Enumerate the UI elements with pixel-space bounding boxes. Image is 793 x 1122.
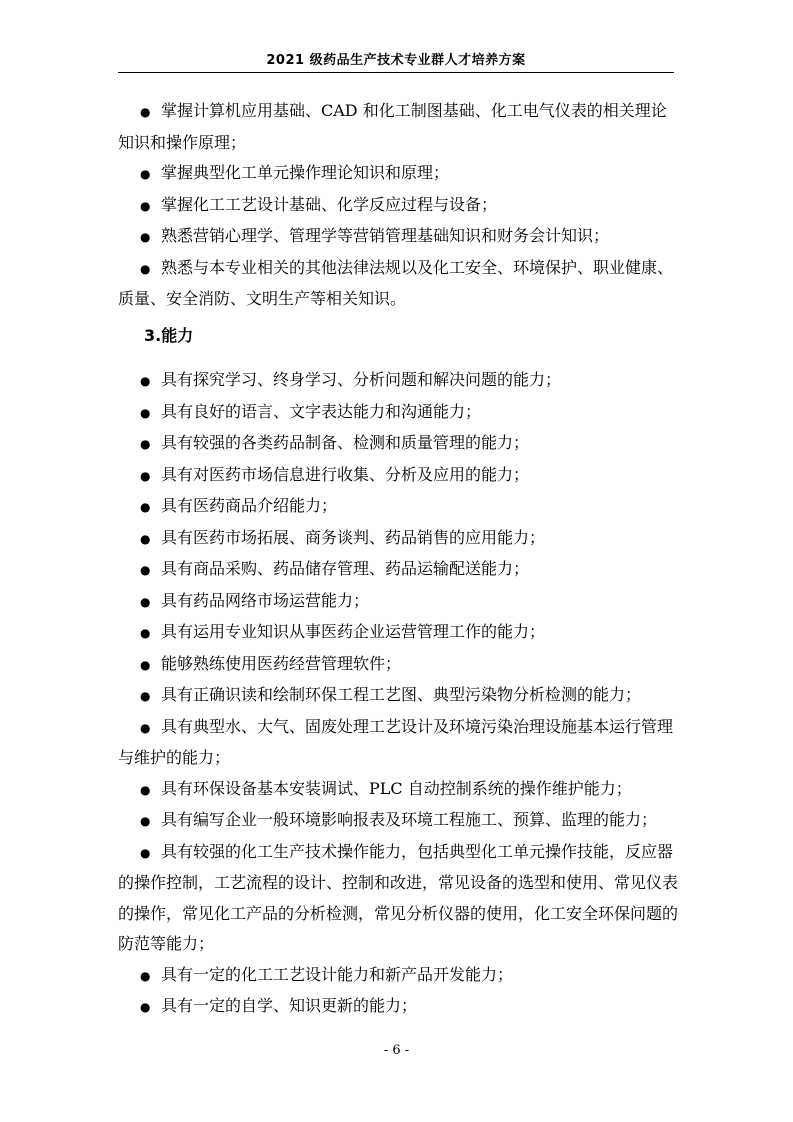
list-item — [118, 960, 678, 992]
page-header-title: 2021 级药品生产技术专业群人才培养方案 — [266, 53, 526, 68]
list-item-text: 具有较强的化工生产技术操作能力，包括典型化工单元操作技能，反应器的操作控制，工艺流程的设计、控制和改进，常见设备的选型和使用、常见仪表的操作，常见化工产品的分析检测，常见分析仪器的使用，化工安全环保问题的防范等能力； — [118, 841, 679, 953]
list-item — [118, 365, 678, 397]
bullet-icon: ● — [140, 626, 151, 640]
list-item-text: 具有环保设备基本安装调试、PLC 自动控制系统的操作维护能力； — [161, 778, 632, 798]
page-number: - 6 - — [383, 1043, 410, 1058]
list-item-text: 能够熟练使用医药经营管理软件； — [161, 653, 402, 673]
list-item — [118, 190, 678, 222]
list-item-text: 具有对医药市场信息进行收集、分析及应用的能力； — [161, 464, 530, 484]
bullet-icon: ● — [140, 261, 151, 276]
list-item — [118, 680, 678, 712]
header-rule — [118, 72, 674, 73]
bullet-icon: ● — [140, 405, 151, 420]
bullet-icon: ● — [140, 845, 151, 860]
list-item-text: 具有正确识读和绘制环保工程工艺图、典型污染物分析检测的能力； — [161, 685, 642, 704]
list-item — [118, 397, 678, 429]
list-item-text: 具有一定的自学、知识更新的能力； — [161, 996, 418, 1015]
list-item — [118, 491, 678, 523]
bullet-icon: ● — [140, 814, 151, 828]
knowledge-list — [118, 96, 678, 315]
list-item-text: 具有医药商品介绍能力； — [161, 496, 338, 515]
list-item — [118, 96, 678, 158]
list-item — [118, 617, 678, 649]
bullet-icon: ● — [140, 105, 151, 119]
list-item-text: 具有编写企业一般环境影响报表及环境工程施工、预算、监理的能力； — [161, 810, 658, 829]
bullet-icon: ● — [140, 500, 151, 514]
list-item-text: 具有药品网络市场运营能力； — [161, 590, 370, 610]
bullet-icon: ● — [140, 689, 151, 703]
list-item — [118, 991, 678, 1023]
bullet-icon: ● — [140, 167, 151, 181]
bullet-icon: ● — [140, 782, 151, 797]
list-item-text: 具有探究学习、终身学习、分析问题和解决问题的能力； — [161, 370, 562, 389]
list-item — [118, 221, 678, 253]
list-item — [118, 649, 678, 681]
list-item-text: 具有良好的语言、文字表达能力和沟通能力； — [161, 401, 482, 421]
ability-list — [118, 365, 678, 1023]
list-item-text: 熟悉与本专业相关的其他法律法规以及化工安全、环境保护、职业健康、质量、安全消防、文明生产等相关知识。 — [118, 257, 674, 308]
list-item — [118, 428, 678, 460]
list-item — [118, 554, 678, 586]
list-item-text: 具有医药市场拓展、商务谈判、药品销售的应用能力； — [161, 527, 546, 547]
list-item — [118, 712, 678, 774]
bullet-icon: ● — [140, 594, 151, 609]
list-item-text: 具有一定的化工工艺设计能力和新产品开发能力； — [161, 964, 514, 984]
bullet-icon: ● — [140, 198, 151, 213]
list-item — [118, 586, 678, 618]
bullet-icon: ● — [140, 968, 151, 983]
list-item-text: 具有运用专业知识从事医药企业运营管理工作的能力； — [161, 622, 546, 641]
list-item — [118, 460, 678, 492]
list-item-text: 掌握计算机应用基础、CAD 和化工制图基础、化工电气仪表的相关理论知识和操作原理； — [118, 101, 667, 152]
list-item-text: 具有商品采购、药品储存管理、药品运输配送能力； — [161, 559, 530, 578]
list-item — [118, 774, 678, 806]
bullet-icon: ● — [140, 563, 151, 577]
bullet-icon: ● — [140, 657, 151, 672]
bullet-icon: ● — [140, 531, 151, 546]
list-item — [118, 253, 678, 315]
list-item-text: 掌握典型化工单元操作理论知识和原理； — [161, 163, 450, 182]
document-body — [118, 96, 678, 1023]
list-item-text: 掌握化工工艺设计基础、化学反应过程与设备； — [161, 194, 498, 214]
list-item — [118, 523, 678, 555]
list-item — [118, 837, 678, 960]
bullet-icon: ● — [140, 230, 151, 244]
list-item — [118, 158, 678, 190]
list-item-text: 具有典型水、大气、固废处理工艺设计及环境污染治理设施基本运行管理与维护的能力； — [118, 716, 674, 767]
bullet-icon: ● — [140, 720, 151, 735]
list-item — [118, 805, 678, 837]
bullet-icon: ● — [140, 468, 151, 483]
bullet-icon: ● — [140, 1000, 151, 1014]
list-item-text: 具有较强的各类药品制备、检测和质量管理的能力； — [161, 433, 530, 452]
section-heading: 3.能力 — [144, 325, 194, 345]
list-item-text: 熟悉营销心理学、管理学等营销管理基础知识和财务会计知识； — [161, 226, 610, 245]
bullet-icon: ● — [140, 437, 151, 451]
bullet-icon: ● — [140, 374, 151, 388]
